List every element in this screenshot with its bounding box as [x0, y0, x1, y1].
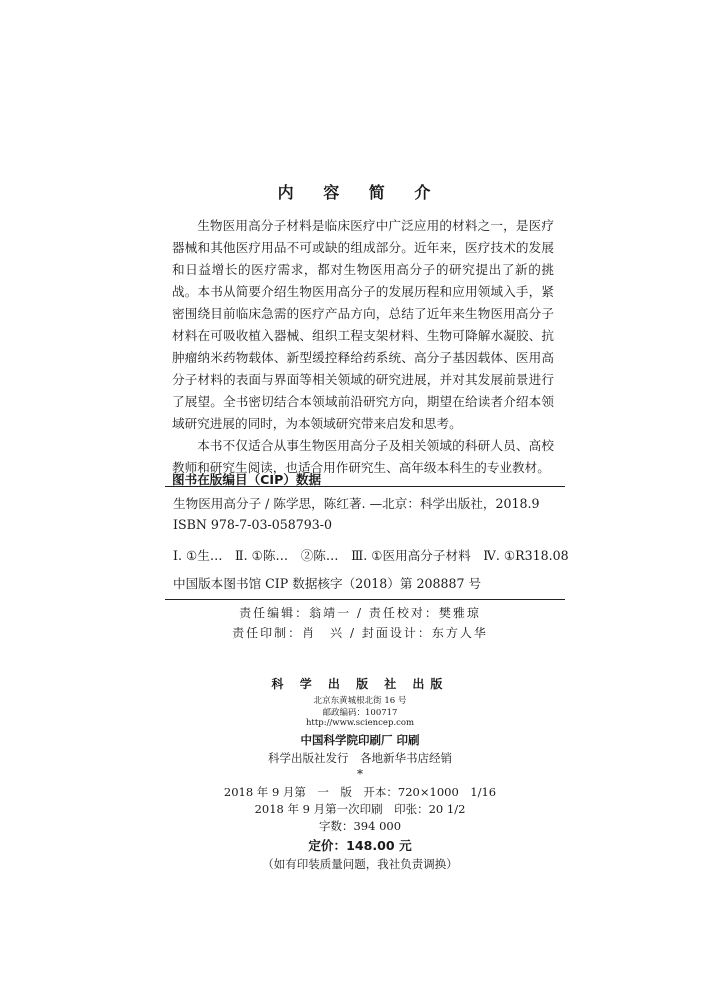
- printer: 中国科学院印刷厂 印刷: [300, 733, 420, 747]
- distribution: 科学出版社发行 各地新华书店经销: [268, 751, 452, 765]
- separator-star: *: [357, 767, 363, 781]
- publisher-postcode: 邮政编码：100717: [322, 708, 398, 718]
- edition-line: 2018 年 9 月第 一 版 开本：720×1000 1/16: [223, 785, 497, 799]
- summary-paragraph-2: 本书不仅适合从事生物医用高分子及相关领域的科研人员、高校教师和研究生阅读，也适合用作研究生、高年级本科生的专业教材。: [172, 438, 554, 475]
- quality-note: （如有印装质量问题，我社负责调换）: [262, 857, 458, 871]
- cip-heading: 图书在版编目（CIP）数据: [172, 472, 322, 487]
- cip-line-classification: Ⅰ. ①生… Ⅱ. ①陈… ②陈… Ⅲ. ①医用高分子材料 Ⅳ. ①R318.08: [173, 548, 569, 563]
- credits-production: 责任印制：肖 兴 / 封面设计：东方人华: [232, 626, 488, 640]
- printing-line: 2018 年 9 月第一次印刷 印张：20 1/2: [254, 802, 466, 816]
- cip-data-box: [165, 486, 569, 600]
- price: 定价：148.00 元: [308, 838, 412, 853]
- word-count: 字数：394 000: [318, 819, 402, 833]
- summary-heading: 内 容 简 介: [277, 183, 443, 202]
- publisher-name: 科 学 出 版 社 出版: [271, 677, 449, 691]
- summary-text: [172, 215, 554, 479]
- publisher-address: 北京东黄城根北街 16 号: [313, 696, 407, 706]
- publisher-url: http://www.sciencep.com: [305, 718, 415, 728]
- credits-editors: 责任编辑：翁靖一 / 责任校对：樊雅琼: [239, 606, 481, 620]
- cip-line-title: 生物医用高分子 / 陈学思，陈红著. —北京：科学出版社，2018.9: [173, 496, 540, 511]
- cip-line-isbn: ISBN 978-7-03-058793-0: [173, 517, 333, 532]
- cip-line-record: 中国版本图书馆 CIP 数据核字（2018）第 208887 号: [173, 576, 482, 591]
- summary-paragraph-1: 生物医用高分子材料是临床医疗中广泛应用的材料之一，是医疗器械和其他医疗用品不可或缺的组成部分。近年来，医疗技术的发展和日益增长的医疗需求，都对生物医用高分子的研究提出了新的挑战。本书从简要介绍生物医用高分子的发展历程和应用领域入手，紧密围绕目前临床急需的医疗产品方向，总结了近年来生物医用高分子材料在可吸收植入器械、组织工程支架材料、生物可降解水凝胶、抗肿瘤纳米药物载体、新型缓控释给药系统、高分子基因载体、医用高分子材料的表面与界面等相关领域的研究进展，并对其发展前景进行了展望。全书密切结合本领域前沿研究方向，期望在给读者介绍本领域研究进展的同时，为本领域研究带来启发和思考。: [172, 218, 554, 431]
